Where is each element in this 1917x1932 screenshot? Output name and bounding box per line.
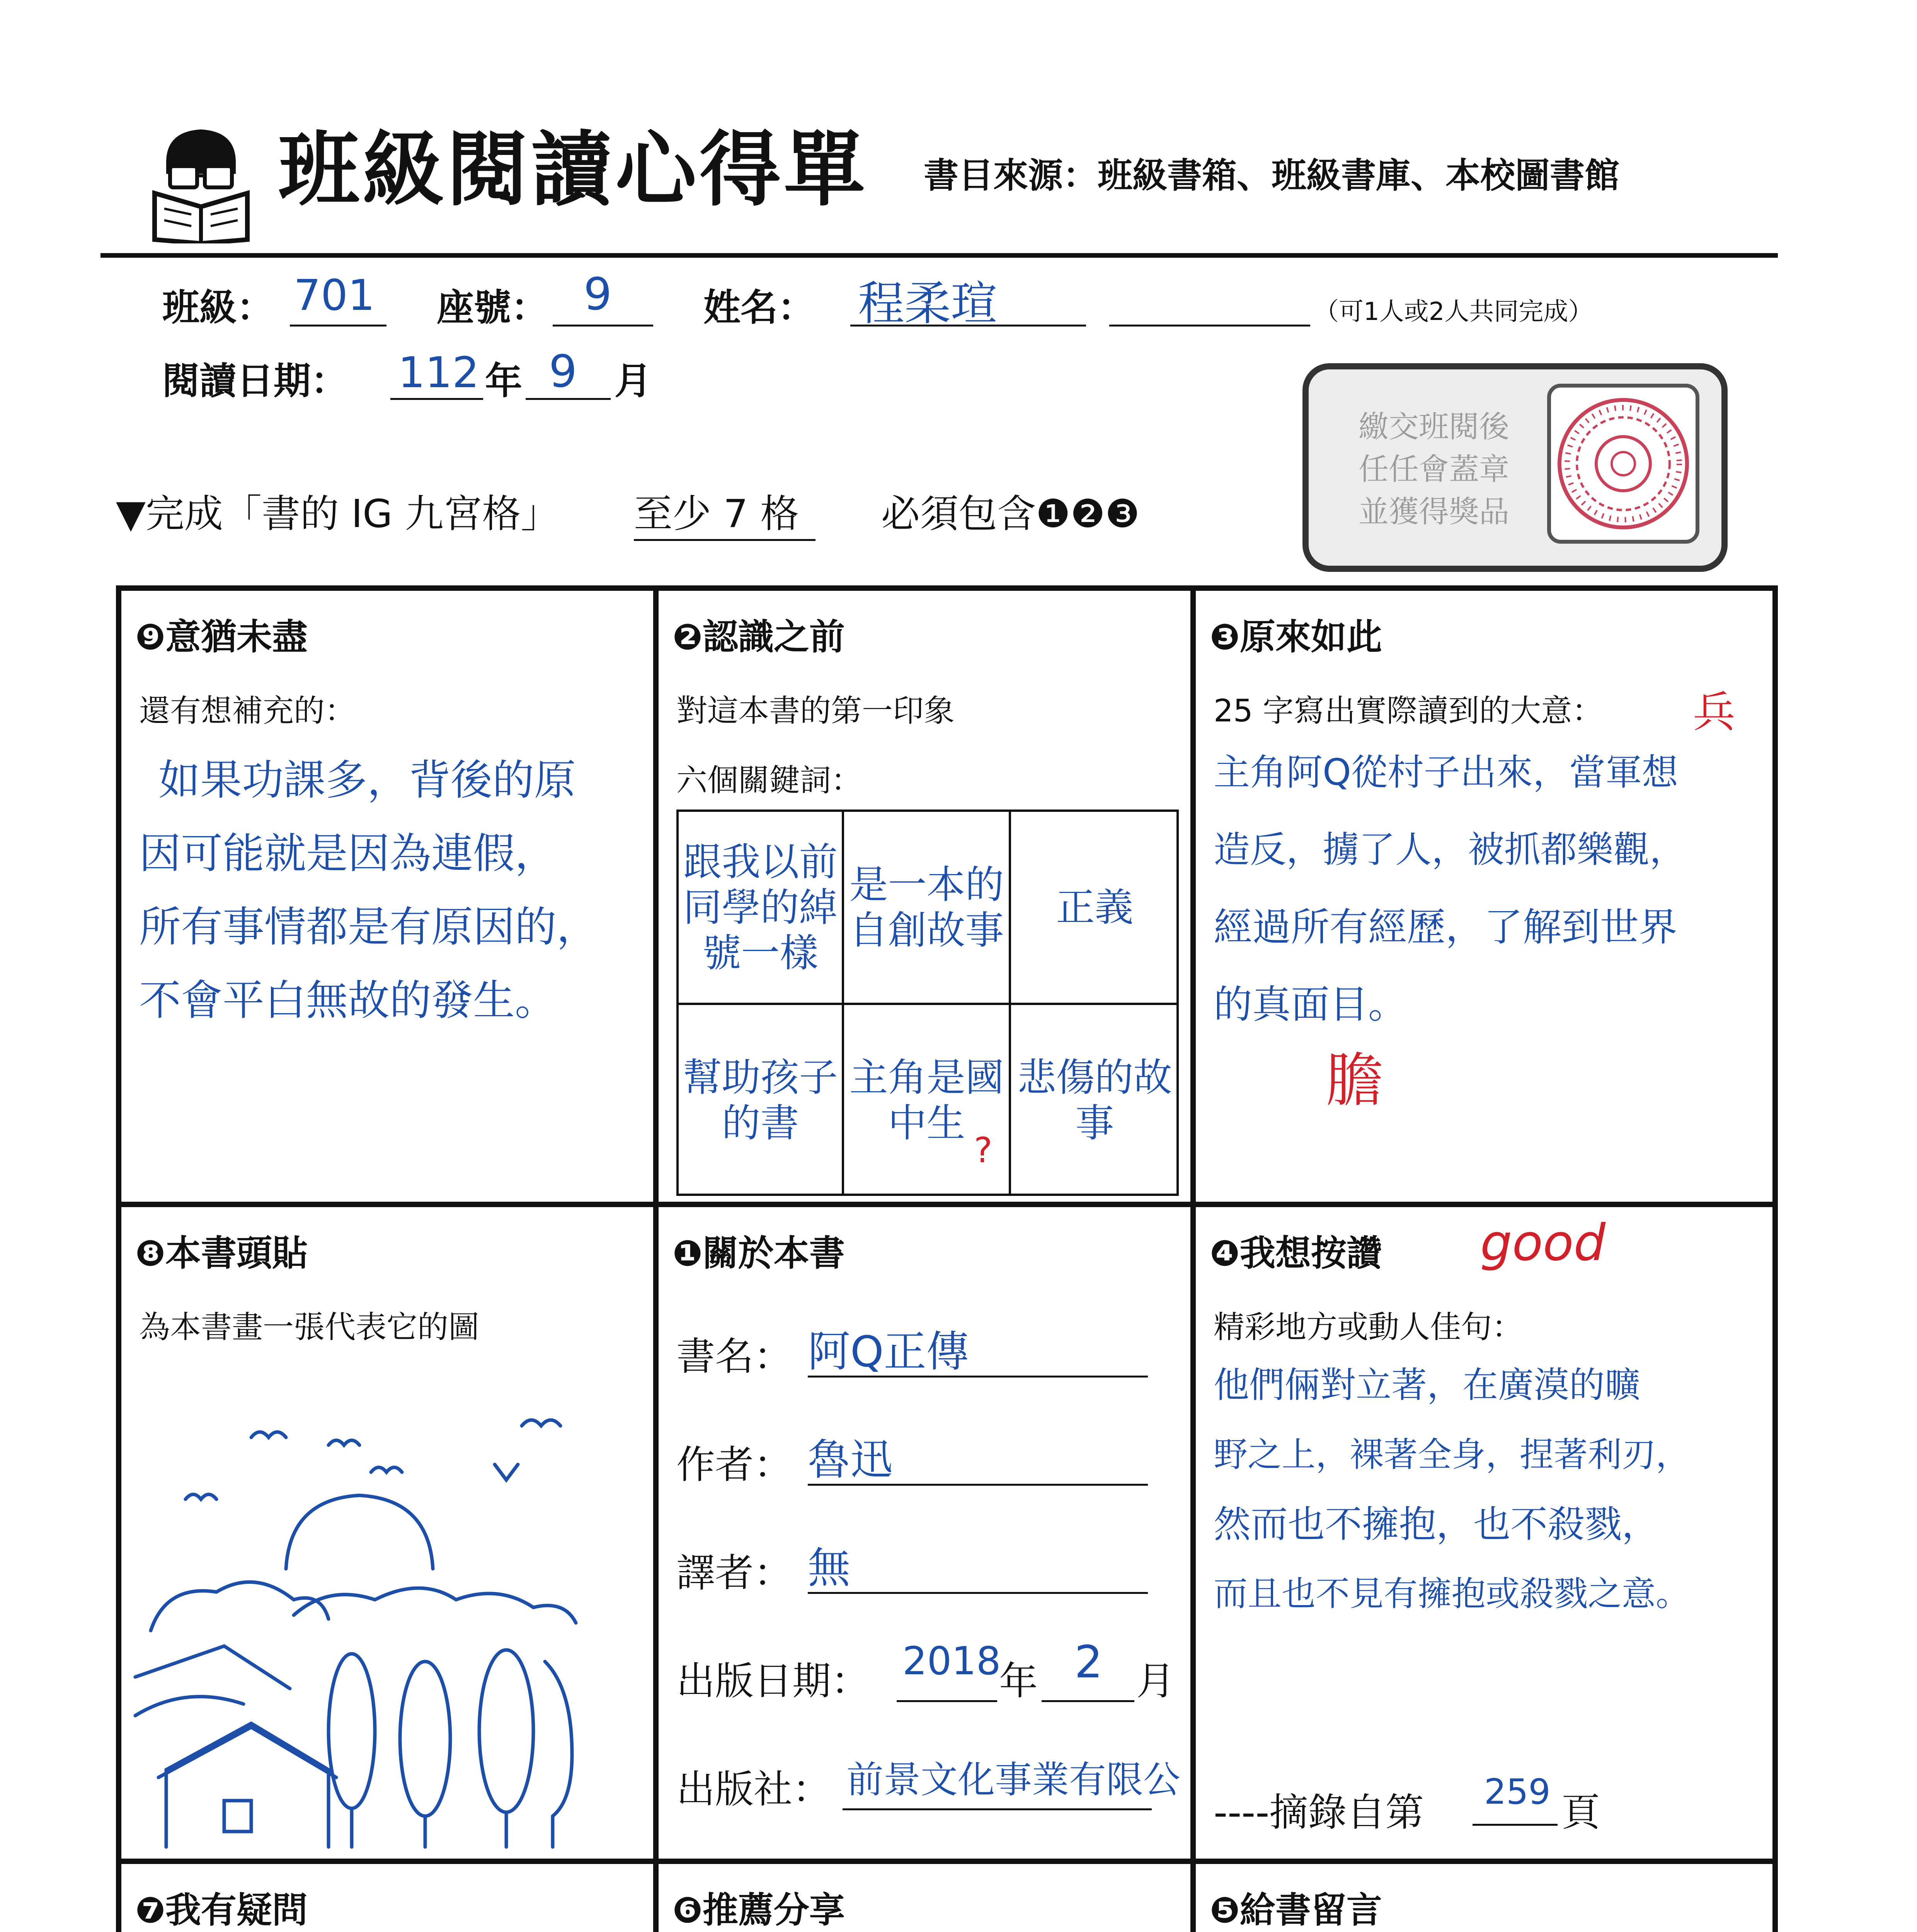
cell-6-title: ❻推薦分享 — [672, 1889, 845, 1931]
cell-2-prompt-2: 六個關鍵詞： — [676, 762, 862, 798]
cell-3-line-3: 經過所有經歷，了解到世界 — [1214, 905, 1677, 950]
cell-9-line-3: 所有事情都是有原因的， — [139, 903, 599, 951]
cell-8-title: ❽本書頭貼 — [135, 1233, 308, 1274]
cell-4-line-3: 然而也不擁抱，也不殺戮， — [1214, 1503, 1659, 1546]
cell-8-book-avatar — [128, 1213, 649, 1855]
name-value: 程柔瑄 — [858, 277, 997, 331]
cell-7-title: ❼我有疑問 — [135, 1889, 308, 1931]
cell-3-red-note-bottom: 膽 — [1326, 1047, 1384, 1114]
publisher-value: 前景文化事業有限公 — [846, 1758, 1180, 1801]
cell-9-line-2: 因可能就是因為連假， — [139, 830, 557, 878]
cell-5-title: ❺給書留言 — [1210, 1889, 1382, 1931]
name-label: 姓名： — [703, 286, 815, 329]
cell-5-message — [1202, 1870, 1766, 1932]
instruction-text — [116, 489, 559, 539]
reader-logo — [143, 116, 259, 243]
grid-hline-1 — [116, 1202, 1778, 1207]
instruction-underlined: 至少 7 格 — [634, 491, 799, 536]
excerpt-page: 259 — [1484, 1772, 1551, 1812]
cell-3-red-note-top: 兵 — [1693, 687, 1735, 737]
cell-3-summary — [1202, 597, 1766, 1200]
book-source-text: 書目來源：班級書箱、班級書庫、本校圖書館 — [924, 155, 1619, 196]
pub-date-label: 出版日期： — [676, 1658, 870, 1704]
cell-9-line-4: 不會平白無故的發生。 — [139, 976, 557, 1025]
publisher-underline — [843, 1808, 1152, 1810]
cell-3-prompt: 25 字寫出實際讀到的大意： — [1214, 693, 1603, 729]
cell-4-line-2: 野之上，裸著全身，捏著利刃， — [1214, 1435, 1690, 1475]
pub-month-value: 2 — [1074, 1636, 1103, 1688]
cell-3-line-4: 的真面目。 — [1214, 982, 1407, 1027]
cell-3-line-2: 造反，擄了人，被抓都樂觀， — [1214, 829, 1686, 871]
reading-month-underline — [526, 398, 611, 400]
keyword-4: 幫助孩子的書 — [683, 1054, 838, 1146]
cell-1-about-book — [665, 1213, 1187, 1855]
reading-year-value: 112 — [398, 348, 479, 397]
publisher-label: 出版社： — [676, 1767, 831, 1812]
grid-vline-2 — [1190, 585, 1196, 1932]
reader-logo-icon — [143, 116, 259, 243]
header-rule — [100, 253, 1778, 258]
cell-4-line-1: 他們倆對立著，在廣漠的曠 — [1214, 1364, 1641, 1406]
cell-1-title: ❶關於本書 — [672, 1233, 845, 1274]
keyword-table-hline — [676, 1003, 1179, 1005]
pub-month-underline — [1042, 1700, 1134, 1702]
grid-vline-1 — [653, 585, 659, 1932]
cell-7-questions — [128, 1870, 649, 1932]
name-underline — [850, 325, 1086, 327]
keyword-red-mark: ? — [974, 1130, 993, 1171]
pub-month-unit: 月 — [1136, 1658, 1175, 1704]
cell-2-first-impression — [665, 597, 1187, 1200]
reading-month-value: 9 — [549, 346, 577, 398]
page-title: 班級閱讀心得單 — [278, 122, 868, 217]
pub-year-unit: 年 — [999, 1658, 1038, 1704]
second-name-underline — [1109, 325, 1310, 327]
book-name-value: 阿Q正傳 — [808, 1327, 969, 1376]
seat-value: 9 — [584, 269, 612, 320]
cell-9-line-1: 如果功課多，背後的原 — [158, 756, 576, 804]
class-value: 701 — [294, 270, 375, 320]
stamp-text — [1326, 406, 1542, 533]
keyword-2: 是一本的自創故事 — [849, 862, 1004, 953]
class-label: 班級： — [162, 286, 274, 329]
seat-underline — [553, 325, 653, 327]
instruction-underline — [634, 539, 815, 541]
cell-9-extra-thoughts — [128, 597, 649, 1200]
cell-2-prompt: 對這本書的第一印象 — [676, 693, 955, 729]
stamp-text-line-1: 繳交班閱後 — [1358, 410, 1509, 444]
author-underline — [808, 1484, 1148, 1486]
seal-stamp — [1546, 383, 1701, 545]
reading-year-unit: 年 — [485, 359, 522, 403]
instruction-suffix: 必須包含❶❷❸ — [881, 491, 1140, 536]
reading-date-label: 閱讀日期： — [162, 359, 348, 403]
seat-label: 座號： — [437, 286, 548, 329]
book-name-label: 書名： — [676, 1334, 792, 1379]
translator-underline — [808, 1592, 1148, 1594]
excerpt-prefix: ----摘錄自第 — [1214, 1790, 1424, 1835]
cell-2-title: ❷認識之前 — [672, 616, 845, 658]
stamp-text-line-2: 任任會蓋章 — [1358, 452, 1509, 487]
cell-4-prompt: 精彩地方或動人佳句： — [1214, 1309, 1523, 1345]
excerpt-suffix: 頁 — [1561, 1790, 1600, 1835]
cell-4-title: ❹我想按讚 — [1210, 1233, 1382, 1274]
author-value: 魯迅 — [808, 1435, 893, 1485]
grid-hline-2 — [116, 1859, 1778, 1864]
keyword-5: 主角是國中生 — [849, 1054, 1004, 1146]
book-drawing — [128, 1368, 649, 1851]
book-name-underline — [808, 1376, 1148, 1378]
cell-9-title: ❾意猶未盡 — [135, 616, 308, 658]
cell-8-prompt: 為本書畫一張代表它的圖 — [139, 1309, 479, 1345]
cell-9-prompt: 還有想補充的： — [139, 693, 356, 729]
cell-3-line-1: 主角阿Q從村子出來，當軍想 — [1214, 752, 1678, 794]
reading-month-unit: 月 — [615, 359, 652, 403]
cell-6-recommend — [665, 1870, 1187, 1932]
stamp-text-line-3: 並獲得獎品 — [1358, 495, 1509, 529]
cell-4-likes — [1202, 1213, 1766, 1855]
class-underline — [290, 325, 386, 327]
cell-3-title: ❸原來如此 — [1210, 616, 1382, 658]
translator-label: 譯者： — [676, 1550, 792, 1595]
pub-year-value: 2018 — [902, 1638, 1001, 1684]
keyword-1: 跟我以前同學的綽號一樣 — [683, 839, 838, 976]
reading-year-underline — [390, 398, 483, 400]
author-label: 作者： — [676, 1442, 792, 1487]
keyword-6: 悲傷的故事 — [1017, 1054, 1172, 1146]
cell-4-red-note: good — [1480, 1213, 1606, 1272]
pub-year-underline — [897, 1700, 997, 1702]
keyword-3: 正義 — [1056, 885, 1134, 930]
instruction-prefix: ▼完成「書的 IG 九宮格」 — [116, 491, 560, 536]
team-note: （可1人或2人共同完成） — [1314, 298, 1593, 326]
seal-stamp-icon — [1546, 383, 1701, 545]
translator-value: 無 — [808, 1543, 850, 1593]
excerpt-page-underline — [1473, 1824, 1558, 1826]
cell-4-line-4: 而且也不見有擁抱或殺戮之意。 — [1214, 1574, 1690, 1614]
